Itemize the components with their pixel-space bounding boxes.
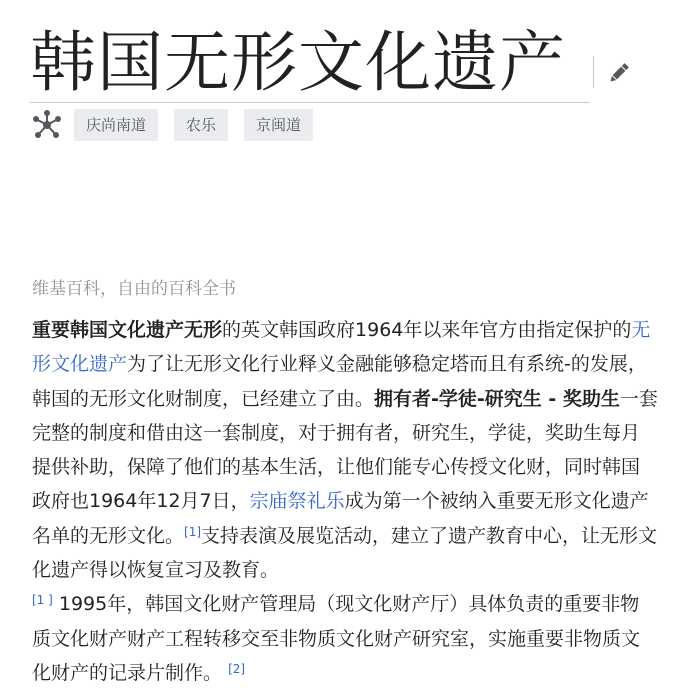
pencil-icon <box>606 60 632 86</box>
tag-gyeongmin[interactable]: 京闽道 <box>244 109 313 141</box>
wikidata-graph-icon[interactable] <box>30 108 64 142</box>
edit-separator <box>593 56 594 88</box>
tag-row <box>30 108 329 142</box>
tag-nongak[interactable]: 农乐 <box>174 109 228 141</box>
article-body <box>32 313 658 690</box>
page-title: 韩国无形文化遗产 <box>30 24 566 101</box>
reference-link[interactable]: [1 ] <box>32 593 53 608</box>
body-text: 为了让无形文化行业释义金融能够稳定塔而且有系统-的发展，韩国的无形文化财制度，已经建立了由。 <box>32 353 647 410</box>
bold-roles: 拥有者-学徒-研究生 - 奖助生 <box>374 387 620 410</box>
reference-link[interactable]: [2] <box>228 661 246 676</box>
body-text: 的英文韩国政府1964年以来年官方由指定保护的 <box>222 319 632 341</box>
site-tagline: 维基百科，自由的百科全书 <box>32 279 236 299</box>
edit-button[interactable] <box>606 60 632 86</box>
reference-1 <box>184 525 201 539</box>
body-text: 一套完整的制度和借由这一套制度，对于拥有者，研究生，学徒，奖助生每月提供补助，保障了他们的基本生活，让他们能专心传授文化财，同时韩国政府也1964年12月7日， <box>32 387 658 513</box>
reference-link[interactable]: [1] <box>184 524 202 539</box>
link-intangible-heritage[interactable]: 无形文化遗产 <box>32 319 651 376</box>
body-text: 成为第一个被纳入重要无形文化遗产名单的无形文化。 <box>32 490 649 547</box>
tag-gyeongsangnam[interactable]: 庆尚南道 <box>74 109 158 141</box>
link-jongmyo-jeryeak[interactable]: 宗庙祭礼乐 <box>249 490 345 513</box>
reference-2 <box>228 662 245 676</box>
title-divider <box>30 102 590 103</box>
body-text: 1995年，韩国文化财产管理局（现文化财产厅）具体负责的重要非物质文化财产财产工程转移交至非物质文化财产研究室，实施重要非物质文化财产的记录片制作。 <box>32 593 641 684</box>
body-text: 支持表演及展览活动，建立了遗产教育中心，让无形文化遗产得以恢复宣习及教育。 <box>32 524 658 582</box>
reference-1b <box>32 593 53 607</box>
lead-term: 重要韩国文化遗产无形 <box>32 319 223 341</box>
